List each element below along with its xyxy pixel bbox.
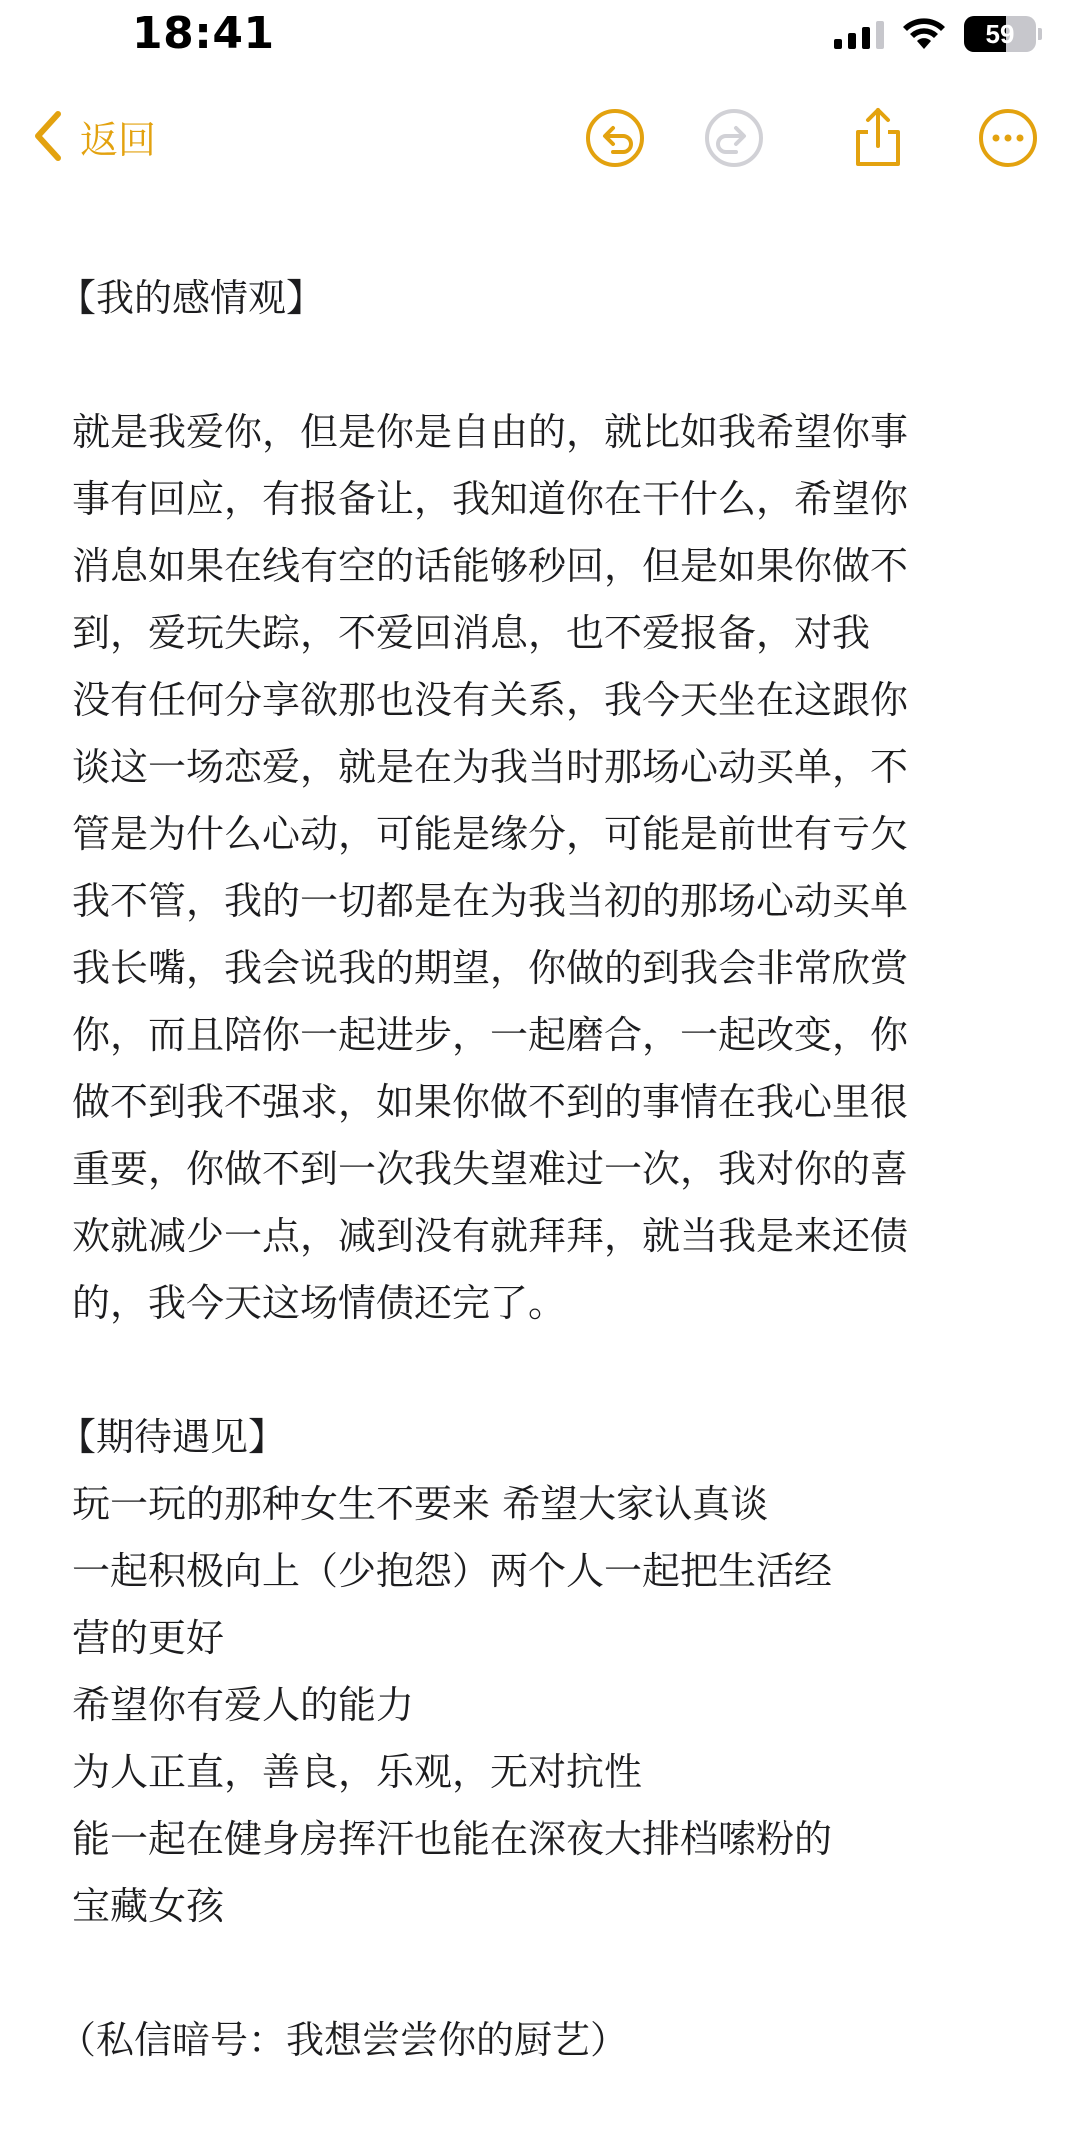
paragraph-line: 你，而且陪你一起进步，一起磨合，一起改变，你 bbox=[72, 1013, 909, 1057]
status-indicators bbox=[834, 12, 1042, 56]
chevron-left-icon bbox=[30, 108, 66, 164]
expectation-list bbox=[72, 1471, 1032, 1940]
cellular-signal-icon bbox=[834, 19, 884, 49]
more-button[interactable] bbox=[976, 106, 1040, 170]
paragraph-line: 事有回应，有报备让，我知道你在干什么，希望你 bbox=[72, 477, 909, 521]
list-line: 宝藏女孩 bbox=[72, 1884, 225, 1928]
battery-level: 59 bbox=[985, 18, 1015, 49]
paragraph-line: 我长嘴，我会说我的期望，你做的到我会非常欣赏 bbox=[72, 946, 909, 990]
list-line: 一起积极向上（少抱怨）两个人一起把生活经 bbox=[72, 1549, 833, 1593]
paragraph-line: 欢就减少一点，减到没有就拜拜，就当我是来还债 bbox=[72, 1214, 909, 1258]
status-time: 18:41 bbox=[132, 8, 275, 59]
battery-icon bbox=[964, 16, 1036, 52]
more-icon bbox=[976, 106, 1040, 170]
paragraph-line: 的，我今天这场情债还完了。 bbox=[72, 1281, 567, 1325]
paragraph-line: 谈这一场恋爱，就是在为我当时那场心动买单，不 bbox=[72, 745, 909, 789]
note-body[interactable] bbox=[58, 265, 1032, 2074]
section-title-love-view: 【我的感情观】 bbox=[58, 276, 325, 320]
battery-cap bbox=[1038, 28, 1042, 40]
blank-line bbox=[72, 1940, 1032, 2007]
notes-toolbar bbox=[0, 100, 1080, 180]
paragraph-line: 做不到我不强求，如果你做不到的事情在我心里很 bbox=[72, 1080, 909, 1124]
share-button[interactable] bbox=[846, 106, 910, 170]
list-line: 为人正直，善良，乐观，无对抗性 bbox=[72, 1750, 643, 1794]
list-line: 营的更好 bbox=[72, 1616, 225, 1660]
paragraph-line: 到，爱玩失踪，不爱回消息，也不爱报备，对我 bbox=[72, 611, 871, 655]
paragraph-line: 管是为什么心动，可能是缘分，可能是前世有亏欠 bbox=[72, 812, 909, 856]
back-button[interactable] bbox=[30, 108, 156, 164]
paragraph-line: 我不管，我的一切都是在为我当初的那场心动买单 bbox=[72, 879, 909, 923]
list-line: 希望你有爱人的能力 bbox=[72, 1683, 415, 1727]
blank-line bbox=[72, 332, 1032, 399]
paragraph-line: 重要，你做不到一次我失望难过一次，我对你的喜 bbox=[72, 1147, 909, 1191]
love-view-paragraph bbox=[72, 399, 1032, 1337]
list-line: 能一起在健身房挥汗也能在深夜大排档嗦粉的 bbox=[72, 1817, 833, 1861]
share-icon bbox=[846, 106, 910, 170]
redo-button[interactable] bbox=[702, 106, 766, 170]
paragraph-line: 消息如果在线有空的话能够秒回，但是如果你做不 bbox=[72, 544, 909, 588]
blank-line bbox=[72, 1337, 1032, 1404]
wifi-icon bbox=[902, 17, 946, 51]
section-title-expectation: 【期待遇见】 bbox=[58, 1415, 287, 1459]
paragraph-line: 没有任何分享欲那也没有关系，我今天坐在这跟你 bbox=[72, 678, 909, 722]
list-line: 玩一玩的那种女生不要来 希望大家认真谈 bbox=[72, 1482, 769, 1526]
undo-button[interactable] bbox=[583, 106, 647, 170]
back-label: 返回 bbox=[80, 117, 157, 162]
status-bar bbox=[0, 0, 1080, 70]
private-message-code: （私信暗号：我想尝尝你的厨艺） bbox=[58, 2018, 629, 2062]
paragraph-line: 就是我爱你，但是你是自由的，就比如我希望你事 bbox=[72, 410, 909, 454]
undo-icon bbox=[583, 106, 647, 170]
redo-icon bbox=[702, 106, 766, 170]
